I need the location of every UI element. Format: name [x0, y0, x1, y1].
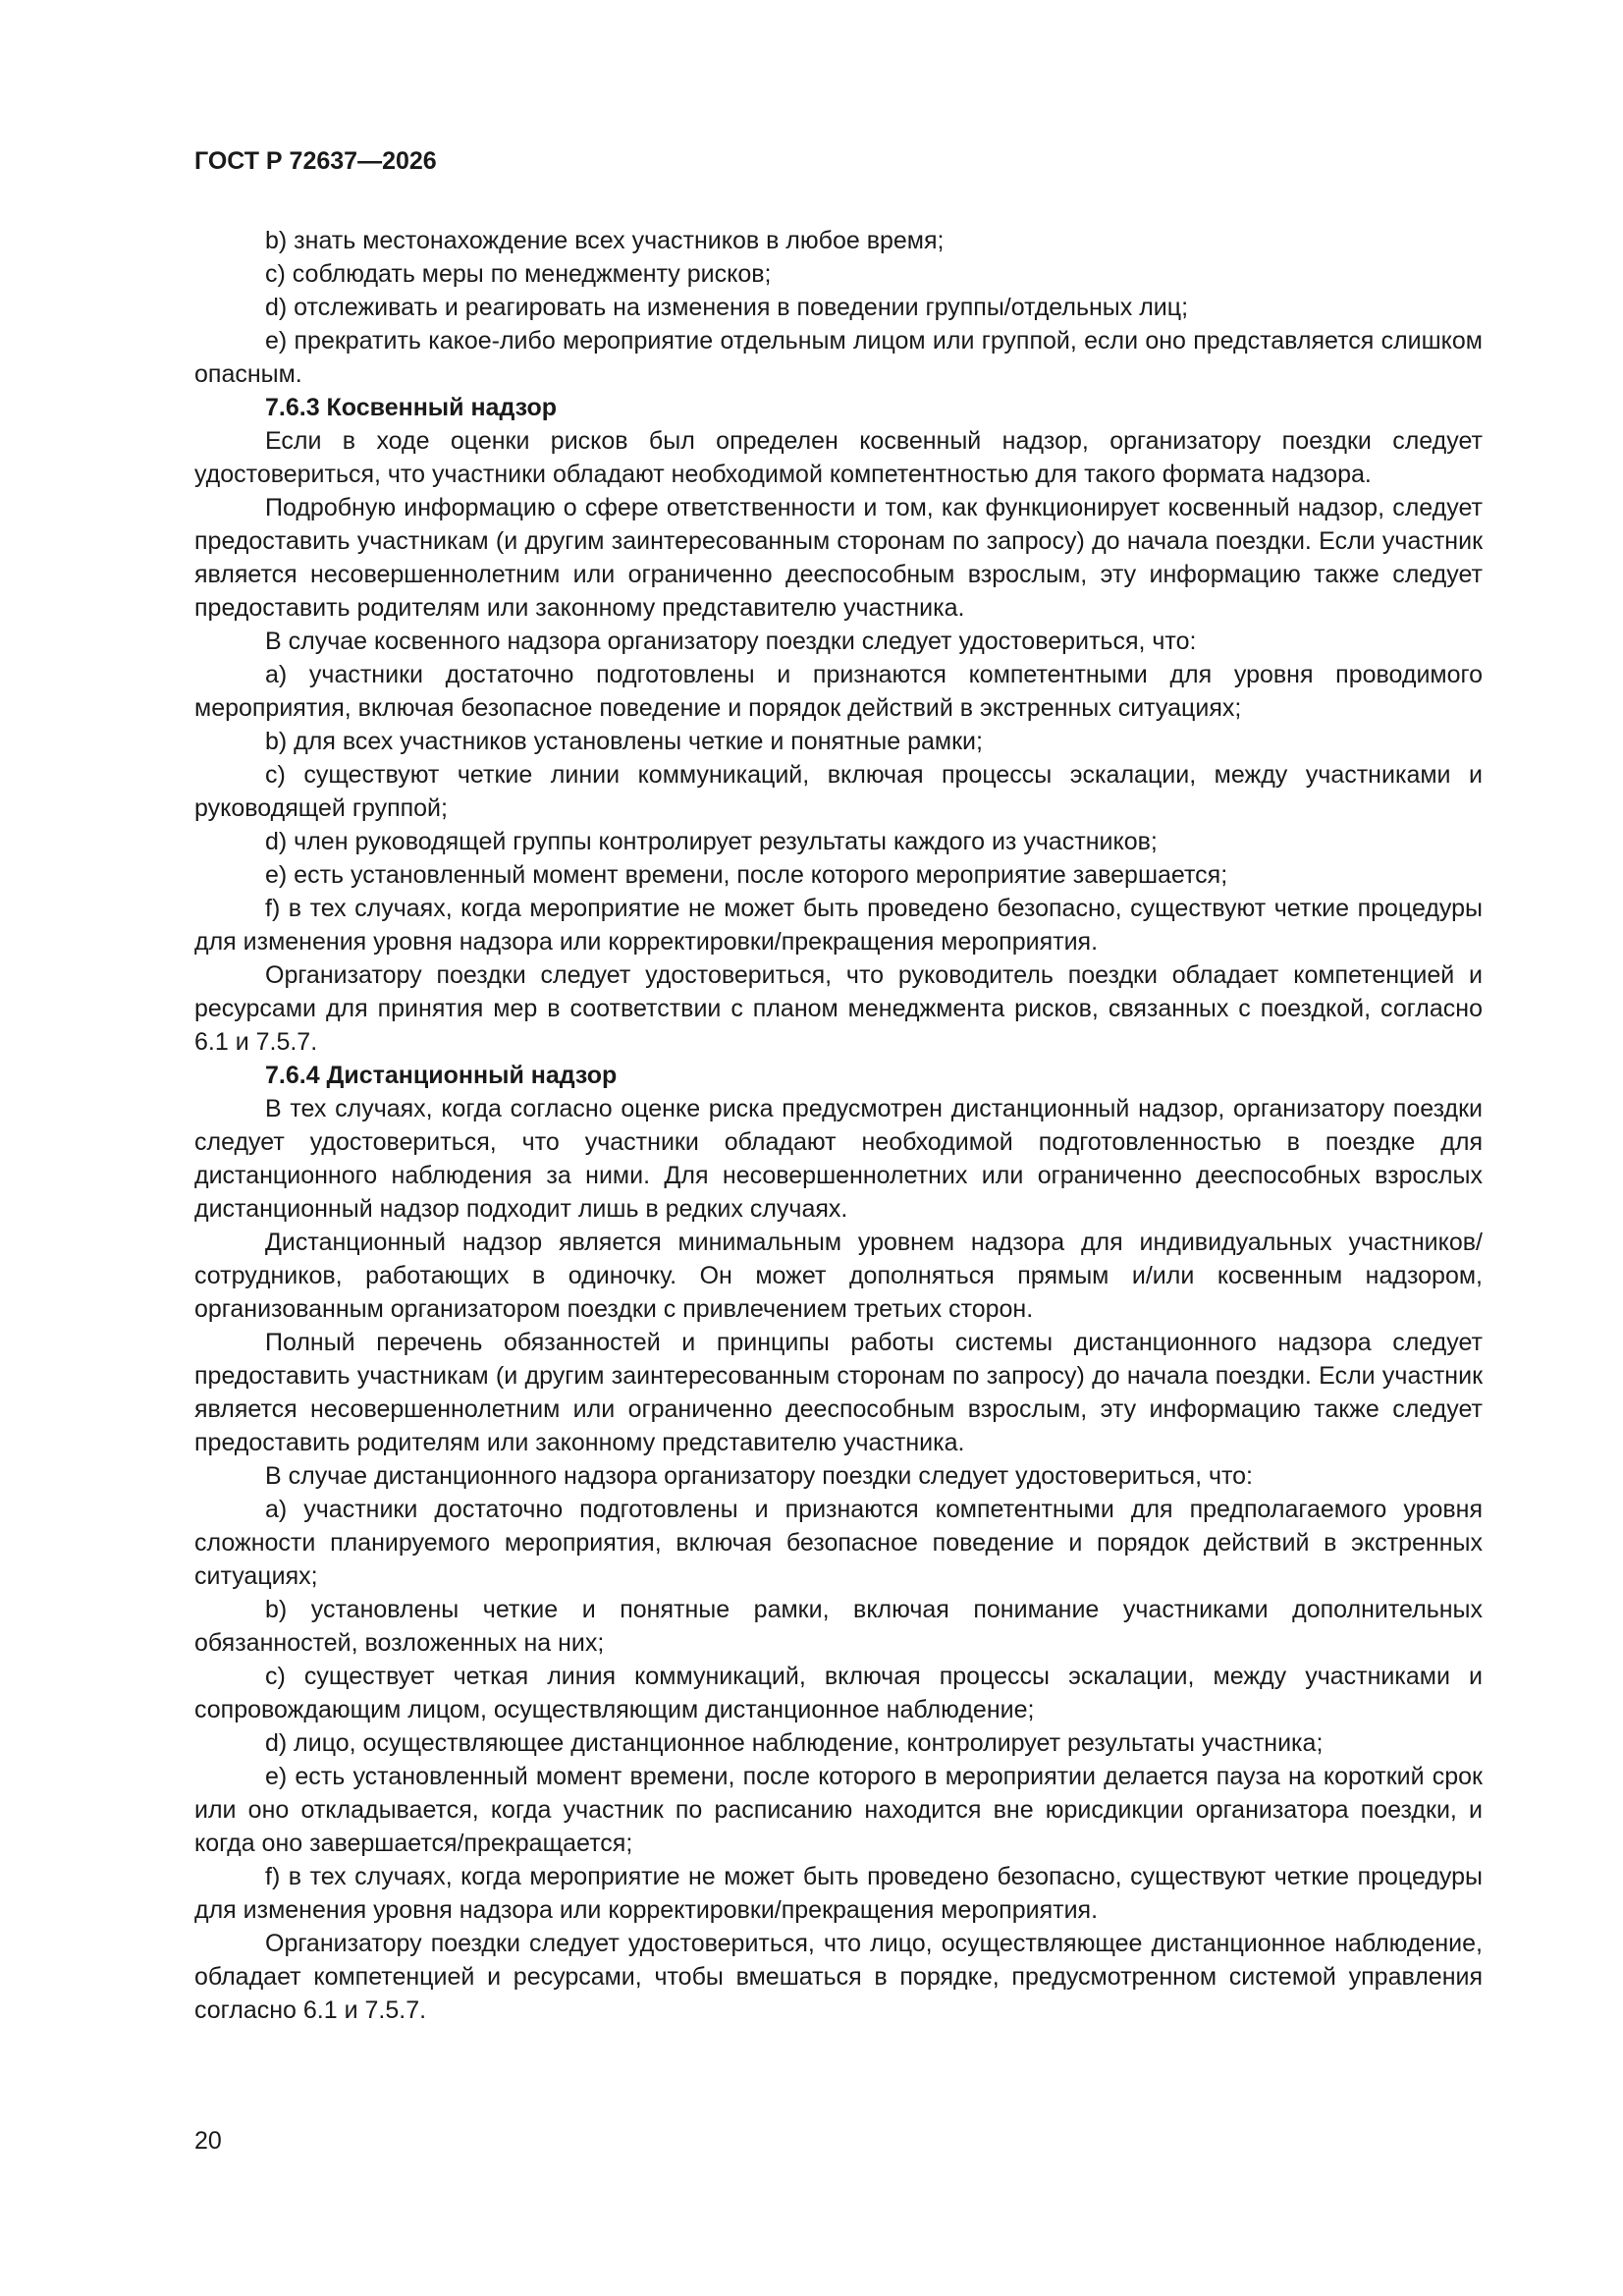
list-item-c: c) существует четкая линия коммуникаций, включая процессы эскалации, между участниками и сопровождающим лицом, осуществляющим дистанционное наблюдение;: [194, 1663, 1483, 1723]
list-item-c: c) соблюдать меры по менеджменту рисков;: [265, 260, 772, 288]
paragraph: В случае дистанционного надзора организатору поездки следует удостовериться, что:: [265, 1462, 1254, 1490]
document-header: ГОСТ Р 72637—2026: [194, 147, 437, 175]
list-item-e: e) есть установленный момент времени, после которого в мероприятии делается пауза на короткий срок или оно откладывается, когда участник по расписанию находится вне юрисдикции организатора поездки, и когда оно завершается/прекращается;: [194, 1763, 1483, 1857]
list-item-f: f) в тех случаях, когда мероприятие не может быть проведено безопасно, существуют четкие процедуры для изменения уровня надзора или корректировки/прекращения мероприятия.: [194, 895, 1483, 956]
document-body: [194, 224, 1483, 2027]
list-item-a: a) участники достаточно подготовлены и признаются компетентными для уровня проводимого мероприятия, включая безопасное поведение и порядок действий в экстренных ситуациях;: [194, 661, 1483, 722]
list-item-a: a) участники достаточно подготовлены и признаются компетентными для предполагаемого уровня сложности планируемого мероприятия, включая безопасное поведение и порядок действий в экстренных ситуациях;: [194, 1496, 1483, 1590]
paragraph: В случае косвенного надзора организатору поездки следует удостовериться, что:: [265, 628, 1197, 655]
list-item-e: e) есть установленный момент времени, после которого мероприятие завершается;: [265, 861, 1228, 889]
paragraph: Полный перечень обязанностей и принципы работы системы дистанционного надзора следует предоставить участникам (и другим заинтересованным сторонам по запросу) до начала поездки. Если участник является несовершеннолетним или ограниченно дееспособным взрослым, эту информацию также следует предоставить родителям или законному представителю участника.: [194, 1329, 1483, 1456]
paragraph: Организатору поездки следует удостовериться, что руководитель поездки обладает компетенцией и ресурсами для принятия мер в соответствии с планом менеджмента рисков, связанных с поездкой, согласно 6.1 и 7.5.7.: [194, 961, 1483, 1056]
paragraph: В тех случаях, когда согласно оценке риска предусмотрен дистанционный надзор, организатору поездки следует удостовериться, что участники обладают необходимой подготовленностью в поездке для дистанционного наблюдения за ними. Для несовершеннолетних или ограниченно дееспособных взрослых дистанционный надзор подходит лишь в редких случаях.: [194, 1095, 1483, 1223]
list-item-d: d) лицо, осуществляющее дистанционное наблюдение, контролирует результаты участника;: [265, 1729, 1324, 1757]
list-item-f: f) в тех случаях, когда мероприятие не может быть проведено безопасно, существуют четкие процедуры для изменения уровня надзора или корректировки/прекращения мероприятия.: [194, 1863, 1483, 1924]
list-item-e: e) прекратить какое-либо мероприятие отдельным лицом или группой, если оно представляется слишком опасным.: [194, 327, 1483, 388]
list-item-b: b) знать местонахождение всех участников в любое время;: [265, 227, 945, 254]
paragraph: Организатору поездки следует удостовериться, что лицо, осуществляющее дистанционное наблюдение, обладает компетенцией и ресурсами, чтобы вмешаться в порядке, предусмотренном системой управления согласно 6.1 и 7.5.7.: [194, 1930, 1483, 2024]
page-number: 20: [194, 2127, 222, 2155]
section-heading-7-6-4: 7.6.4 Дистанционный надзор: [265, 1062, 618, 1089]
list-item-d: d) отслеживать и реагировать на изменения в поведении группы/отдельных лиц;: [265, 294, 1189, 321]
paragraph: Если в ходе оценки рисков был определен косвенный надзор, организатору поездки следует удостовериться, что участники обладают необходимой компетентностью для такого формата надзора.: [194, 427, 1483, 488]
list-item-c: c) существуют четкие линии коммуникаций, включая процессы эскалации, между участниками и руководящей группой;: [194, 761, 1483, 822]
section-heading-7-6-3: 7.6.3 Косвенный надзор: [265, 394, 557, 421]
paragraph: Подробную информацию о сфере ответственности и том, как функционирует косвенный надзор, следует предоставить участникам (и другим заинтересованным сторонам по запросу) до начала поездки. Если участник является несовершеннолетним или ограниченно дееспособным взрослым, эту информацию также следует предоставить родителям или законному представителю участника.: [194, 494, 1483, 622]
list-item-b: b) установлены четкие и понятные рамки, включая понимание участниками дополнительных обязанностей, возложенных на них;: [194, 1596, 1483, 1657]
list-item-b: b) для всех участников установлены четкие и понятные рамки;: [265, 728, 983, 755]
paragraph: Дистанционный надзор является минимальным уровнем надзора для индивидуальных участников/сотрудников, работающих в одиночку. Он может дополняться прямым и/или косвенным надзором, организованным организатором поездки с привлечением третьих сторон.: [194, 1229, 1483, 1323]
list-item-d: d) член руководящей группы контролирует результаты каждого из участников;: [265, 828, 1158, 855]
